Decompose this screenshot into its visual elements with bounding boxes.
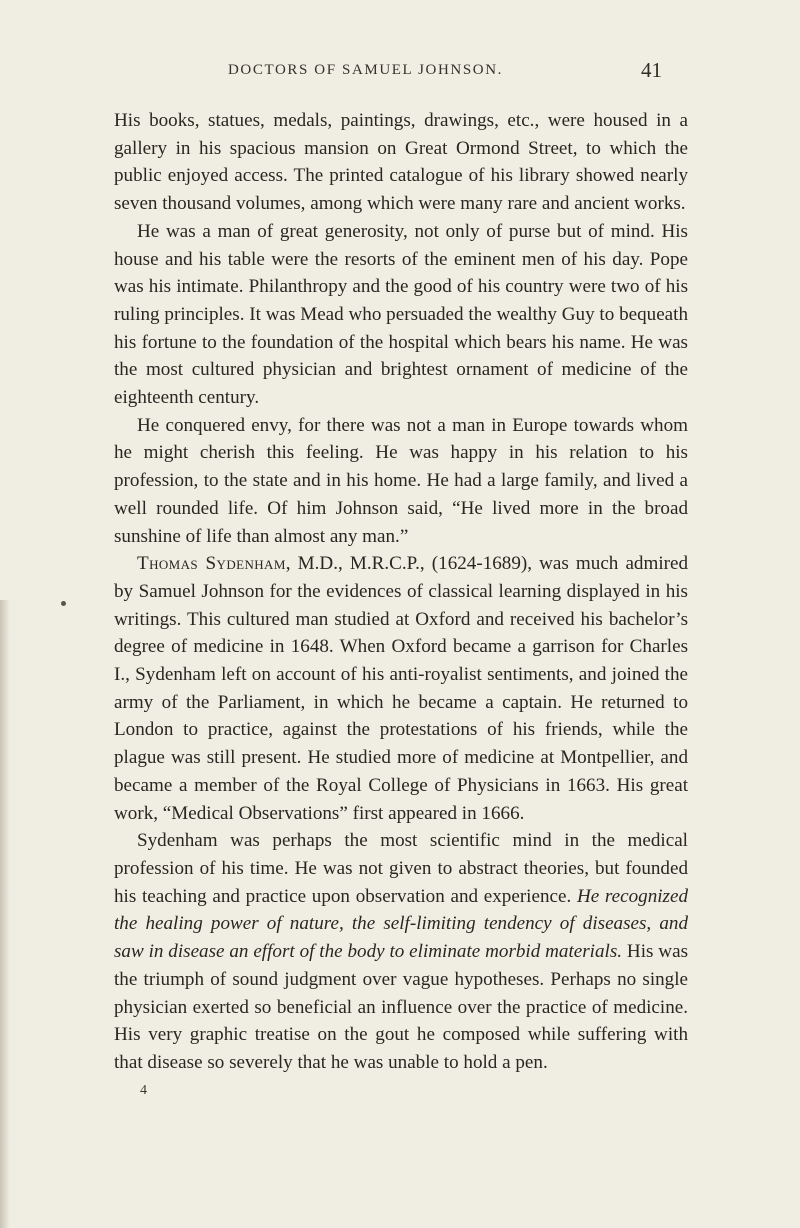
signature-mark: 4 bbox=[140, 1083, 147, 1098]
paragraph-3: He conquered envy, for there was not a man in Europe towards whom he might cherish this feeling. He was happy in his relation to his profession, to the state and in his home. He had a large family, and lived a well rounded life. Of him Johnson said, “He lived more in the broad sunshine of life than almost any man.” bbox=[114, 414, 688, 547]
paragraph-5-end: His was the triumph of sound judgment over vague hypotheses. Perhaps no single physician exerted so beneficial an influence over the practice of medicine. His very graphic treatise on the gout he composed while suffering with that disease so severely that he was unable to hold a pen. bbox=[114, 941, 688, 1073]
paragraph-4-text: , M.D., M.R.C.P., (1624-1689), was much admired by Samuel Johnson for the evidences of classical learning displayed in his writings. This cultured man studied at Oxford and received his bachelor’s degree of medicine in 1648. When Oxford became a garrison for Charles I., Sydenham left on account of his anti-royalist sentiments, and joined the army of the Parliament, in which he became a captain. He returned to London to practice, against the protestations of his friends, while the plague was still present. He studied more of medicine at Montpellier, and became a member of the Royal College of Physicians in 1663. His great work, “Medical Observations” first appeared in 1666. bbox=[114, 553, 689, 824]
running-head: DOCTORS OF SAMUEL JOHNSON. bbox=[228, 62, 503, 78]
body-text bbox=[114, 107, 688, 1077]
stray-ink-mark bbox=[61, 601, 66, 606]
paragraph-1: His books, statues, medals, paintings, drawings, etc., were housed in a gallery in his spacious mansion on Great Ormond Street, to which the public enjoyed access. The printed catalogue of his library showed nearly seven thousand volumes, among which were many rare and ancient works. bbox=[114, 110, 688, 215]
paragraph-2: He was a man of great generosity, not only of purse but of mind. His house and his table were the resorts of the eminent men of his day. Pope was his intimate. Philanthropy and the good of his country were two of his ruling principles. It was Mead who persuaded the wealthy Guy to bequeath his fortune to the foundation of the hospital which bears his name. He was the most cultured physician and brightest ornament of medicine of the eighteenth century. bbox=[114, 220, 688, 409]
page-header bbox=[228, 58, 662, 88]
sydenham-name: Thomas Sydenham bbox=[137, 553, 286, 575]
paragraph-4 bbox=[114, 550, 688, 827]
binding-shadow bbox=[0, 600, 10, 1228]
paragraph-5-start: Sydenham was perhaps the most scientific mind in the medical profession of his time. He was not given to abstract theories, but founded his teaching and practice upon observation and experience. bbox=[114, 830, 688, 907]
page-number: 41 bbox=[641, 58, 662, 82]
paragraph-5 bbox=[114, 827, 688, 1076]
paragraph-5-italic: He recognized the healing power of nature, the self-limiting tendency of diseases, and saw in disease an effort of the body to eliminate morbid materials. bbox=[114, 885, 688, 963]
